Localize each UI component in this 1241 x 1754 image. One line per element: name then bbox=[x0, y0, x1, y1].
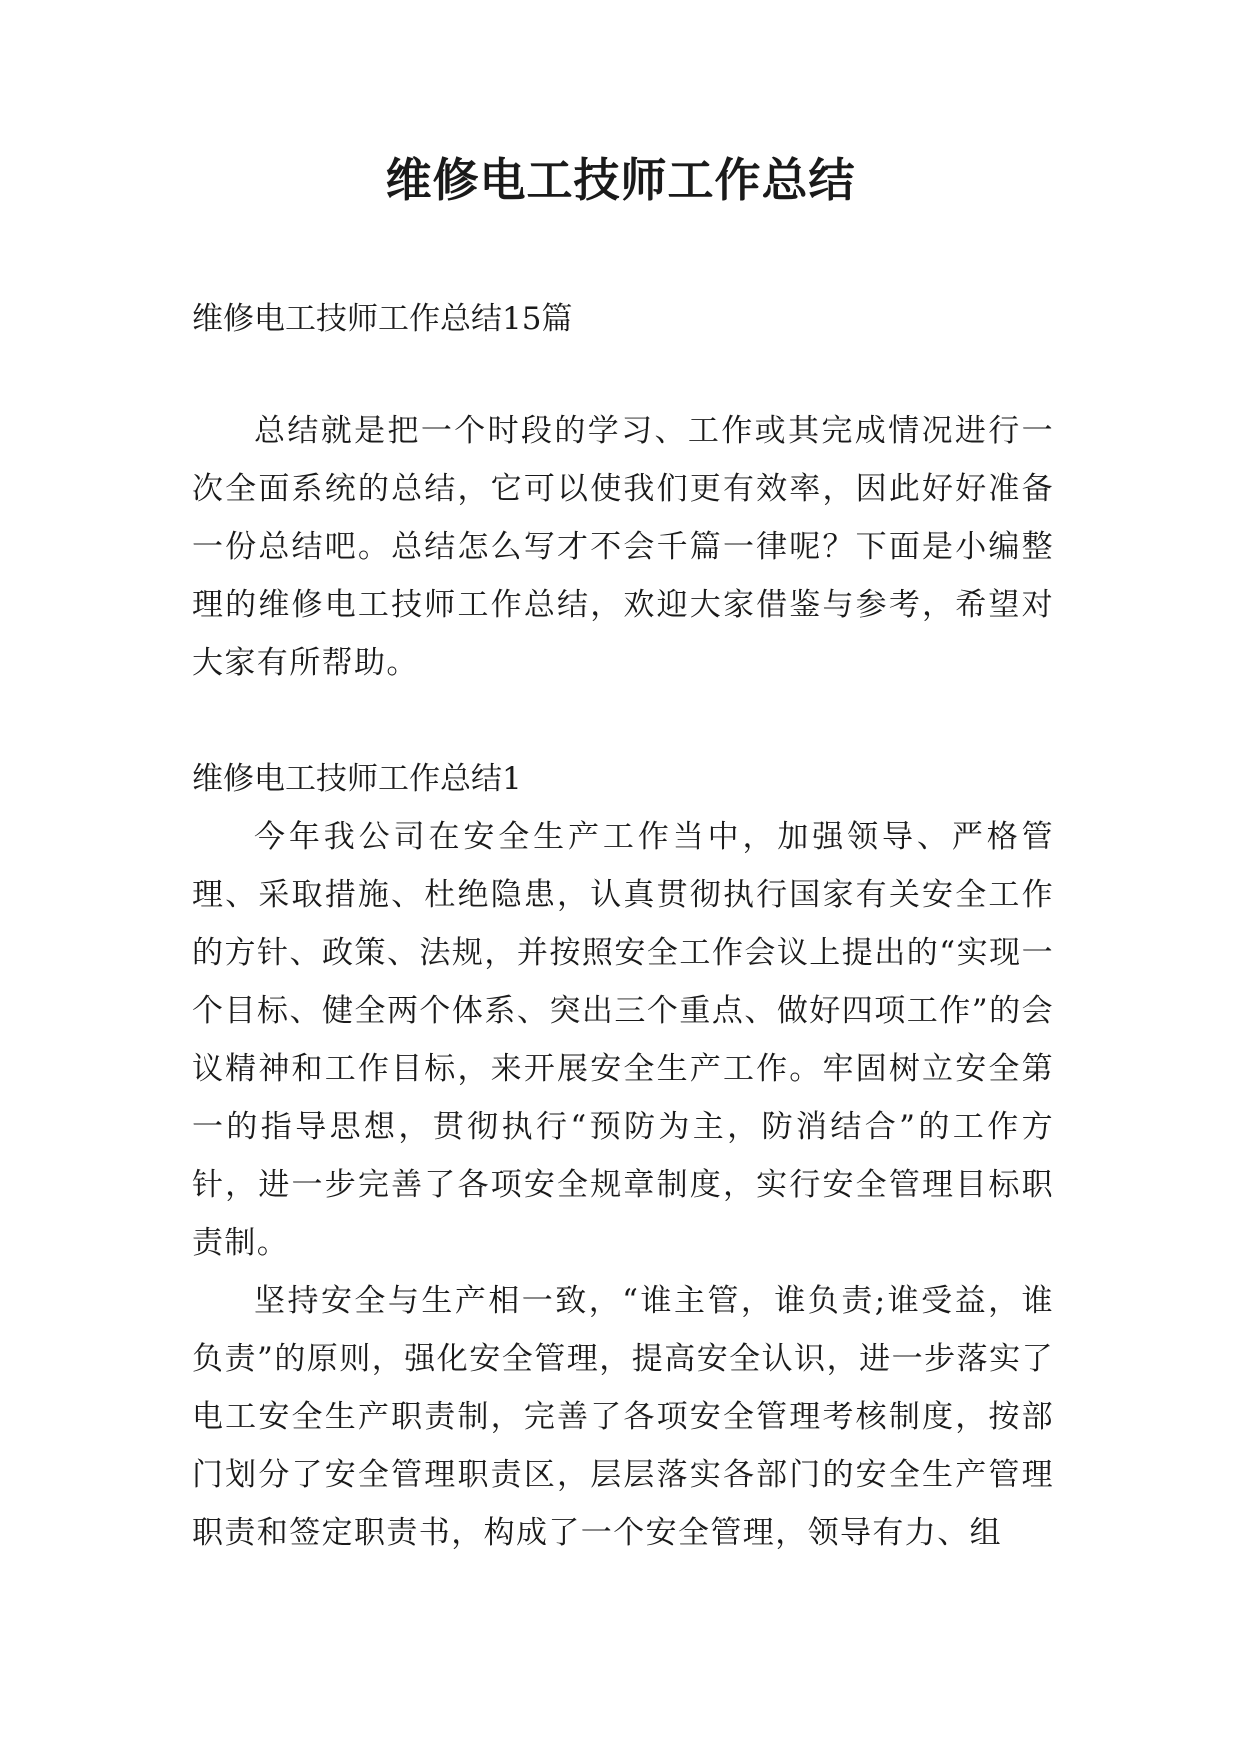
intro-paragraph: 总结就是把一个时段的学习、工作或其完成情况进行一次全面系统的总结，它可以使我们更有效率，因此好好准备一份总结吧。总结怎么写才不会千篇一律呢？下面是小编整理的维修电工技师工作总结，欢迎大家借鉴与参考，希望对大家有所帮助。 bbox=[192, 413, 1054, 681]
section-paragraph-1: 今年我公司在安全生产工作当中，加强领导、严格管理、采取措施、杜绝隐患，认真贯彻执行国家有关安全工作的方针、政策、法规，并按照安全工作会议上提出的“实现一个目标、健全两个体系、突出三个重点、做好四项工作”的会议精神和工作目标，来开展安全生产工作。牢固树立安全第一的指导思想，贯彻执行“预防为主，防消结合”的工作方针，进一步完善了各项安全规章制度，实行安全管理目标职责制。 bbox=[192, 819, 1054, 1261]
document-title: 维修电工技师工作总结 bbox=[385, 153, 856, 207]
document-body bbox=[192, 290, 1054, 1562]
section-heading: 维修电工技师工作总结1 bbox=[192, 761, 522, 797]
document-subtitle: 维修电工技师工作总结15篇 bbox=[192, 301, 573, 337]
section-paragraph-2: 坚持安全与生产相一致，“谁主管，谁负责;谁受益，谁负责”的原则，强化安全管理，提高安全认识，进一步落实了电工安全生产职责制，完善了各项安全管理考核制度，按部门划分了安全管理职责区，层层落实各部门的安全生产管理职责和签定职责书，构成了一个安全管理，领导有力、组 bbox=[192, 1283, 1054, 1551]
